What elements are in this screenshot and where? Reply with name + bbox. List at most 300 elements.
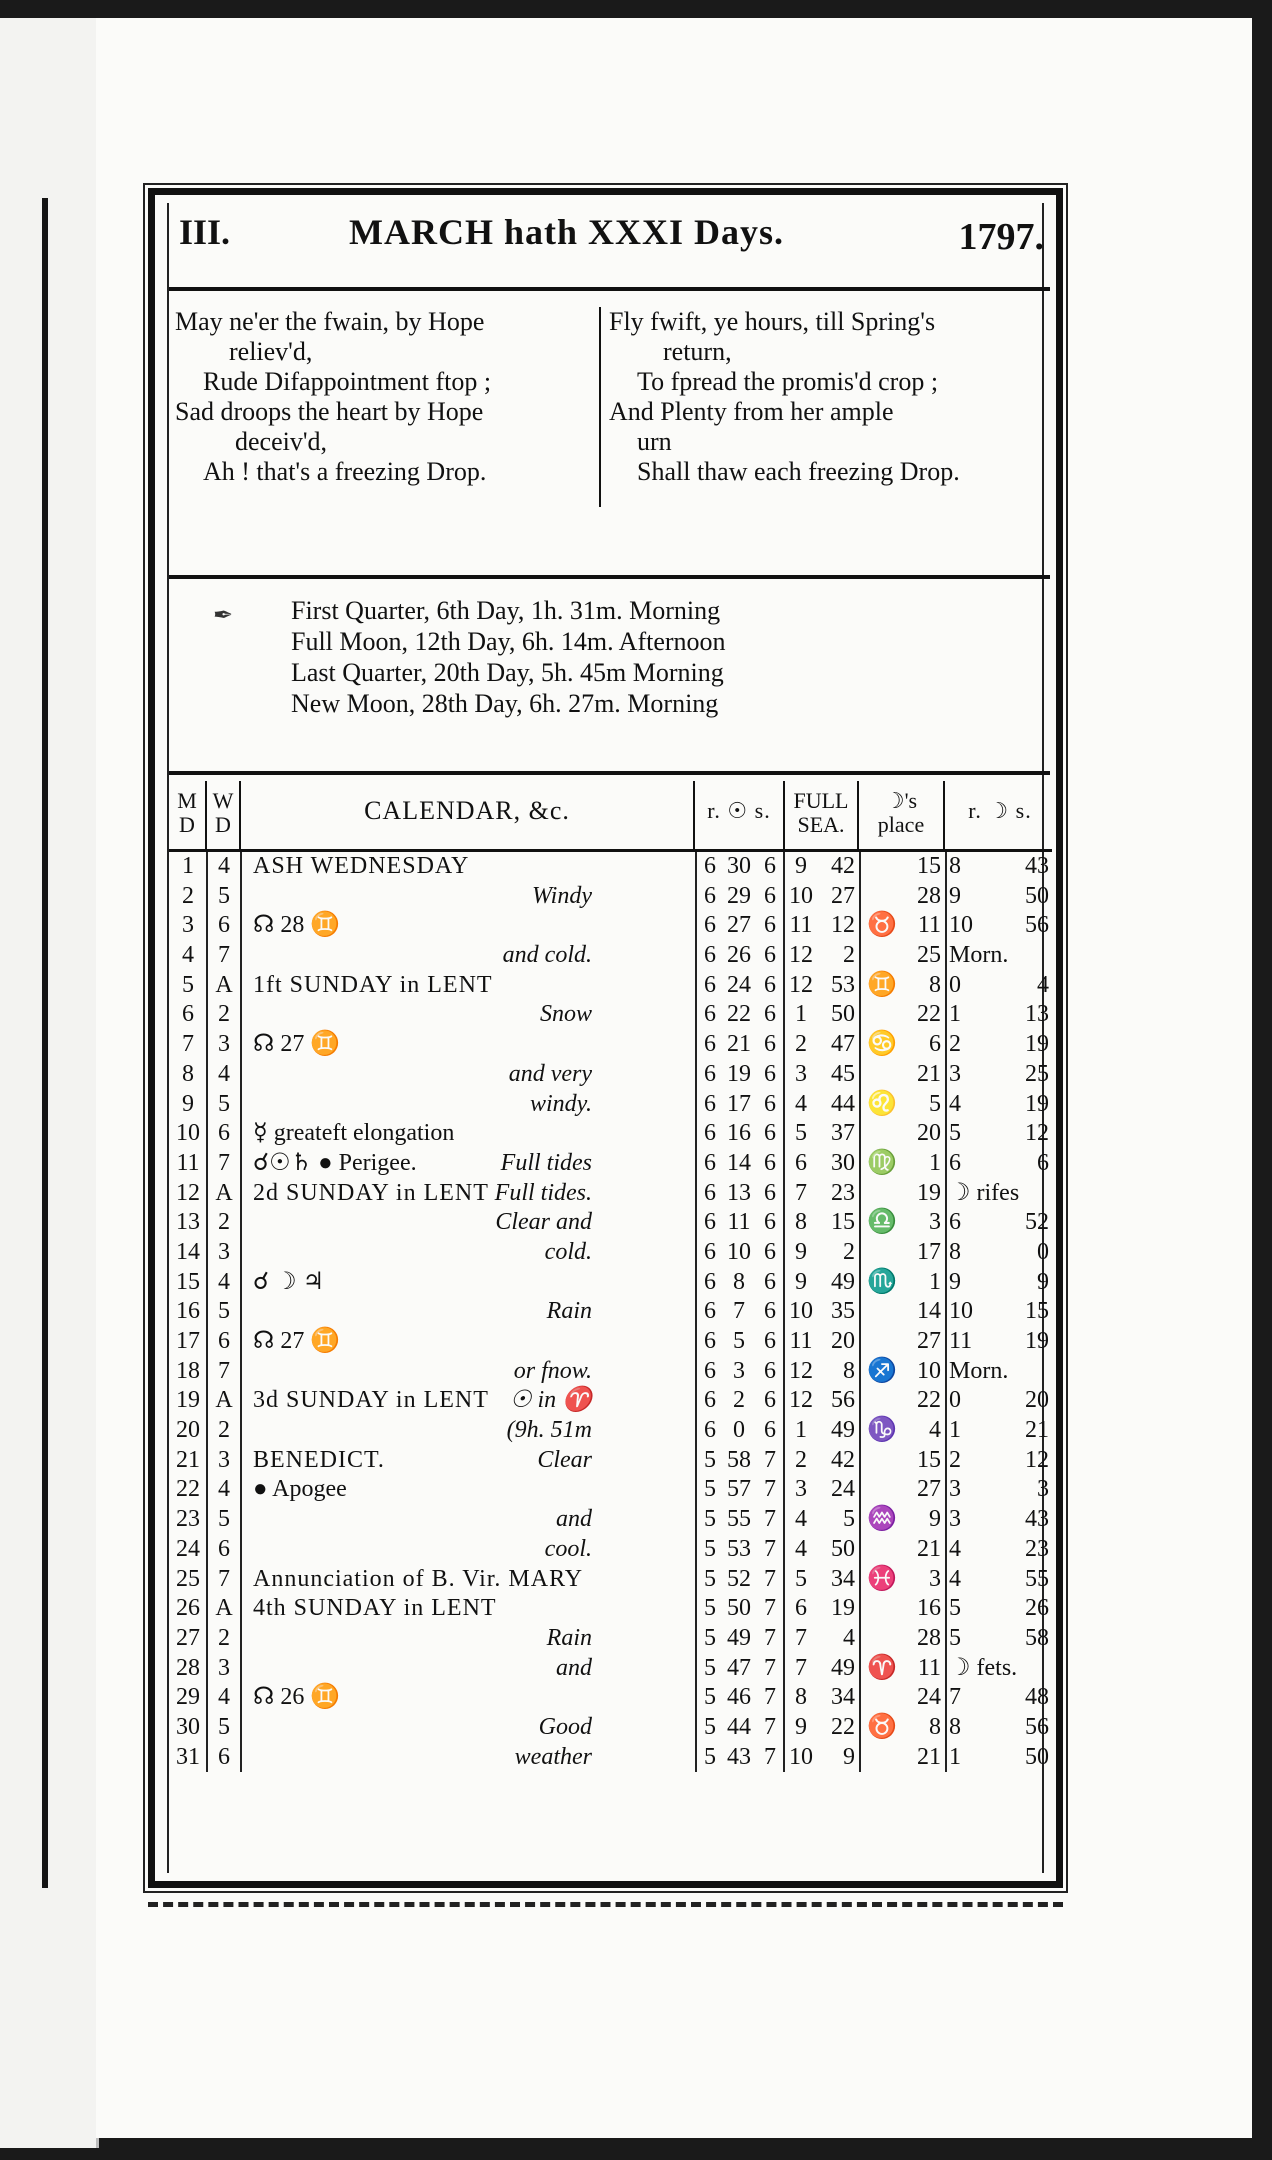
month-day: 23 bbox=[176, 1506, 200, 1533]
full-sea-hour: 4 bbox=[795, 1535, 807, 1562]
moon-rise-hour: 3 bbox=[949, 1060, 961, 1087]
header-sun: r. ☉ s. bbox=[695, 781, 785, 849]
sun-minutes: 14 bbox=[727, 1149, 751, 1176]
weather-note: Full tides bbox=[500, 1149, 592, 1176]
sun-minutes: 27 bbox=[727, 912, 751, 939]
week-day: 6 bbox=[218, 1535, 230, 1562]
sun-set-hour: 6 bbox=[764, 853, 776, 879]
calendar-event: ☊ 26 ♊ bbox=[253, 1684, 341, 1711]
moon-phase: New Moon, 28th Day, 6h. 27m. Morning bbox=[291, 689, 719, 718]
month-day: 16 bbox=[176, 1298, 200, 1325]
poem-line: deceiv'd, bbox=[235, 427, 328, 456]
full-sea-hour: 9 bbox=[795, 853, 807, 879]
weather-note: Rain bbox=[546, 1624, 592, 1651]
full-sea-minutes: 49 bbox=[831, 1654, 855, 1681]
moon-sign: ♐ bbox=[867, 1357, 897, 1384]
weather-note: and cold. bbox=[502, 942, 592, 969]
calendar-row bbox=[169, 1179, 1052, 1209]
moon-rise-hour: 7 bbox=[949, 1684, 961, 1711]
calendar-row bbox=[169, 1683, 1052, 1713]
calendar-row bbox=[169, 1238, 1052, 1268]
week-day: 6 bbox=[218, 1120, 230, 1147]
week-day: 6 bbox=[218, 912, 230, 939]
moon-rise-minutes: 19 bbox=[1025, 1031, 1049, 1058]
header-calendar: CALENDAR, &c. bbox=[241, 781, 695, 849]
week-day: 4 bbox=[218, 1268, 230, 1295]
moon-sign: ♍ bbox=[867, 1149, 897, 1176]
moon-rise-hour: 10 bbox=[949, 1298, 973, 1325]
year: 1797. bbox=[958, 216, 1044, 258]
weather-note: Good bbox=[538, 1713, 592, 1740]
moon-rise-hour: 4 bbox=[949, 1535, 961, 1562]
full-sea-hour: 10 bbox=[789, 882, 813, 909]
moon-degree: 1 bbox=[929, 1268, 941, 1295]
calendar-event: ☊ 28 ♊ bbox=[253, 912, 341, 939]
moon-rise-minutes: 3 bbox=[1037, 1476, 1049, 1503]
moon-rise-hour: 2 bbox=[949, 1031, 961, 1058]
sun-set-hour: 7 bbox=[764, 1684, 776, 1711]
week-day: 5 bbox=[218, 1713, 230, 1740]
month-title: MARCH hath XXXI Days. bbox=[349, 212, 785, 252]
sun-minutes: 11 bbox=[727, 1209, 751, 1236]
poem-right-column bbox=[609, 307, 1049, 487]
sun-rise-hour: 6 bbox=[704, 1090, 716, 1117]
calendar-row bbox=[169, 1297, 1052, 1327]
weather-note: Rain bbox=[546, 1298, 592, 1325]
calendar-event: Annunciation of B. Vir. MARY bbox=[253, 1565, 584, 1592]
full-sea-hour: 11 bbox=[789, 912, 813, 939]
month-day: 27 bbox=[176, 1624, 200, 1651]
full-sea-minutes: 34 bbox=[831, 1684, 855, 1711]
moon-note: ☽ rifes bbox=[949, 1179, 1020, 1206]
month-day: 14 bbox=[176, 1238, 200, 1265]
moon-rise-hour: 6 bbox=[949, 1209, 961, 1236]
sun-set-hour: 6 bbox=[764, 1209, 776, 1236]
calendar-row bbox=[169, 1090, 1052, 1120]
sun-rise-hour: 6 bbox=[704, 1268, 716, 1295]
moon-rise-hour: 8 bbox=[949, 1238, 961, 1265]
month-day: 12 bbox=[176, 1179, 200, 1206]
weather-note: and bbox=[556, 1654, 592, 1681]
full-sea-hour: 9 bbox=[795, 1268, 807, 1295]
calendar-event: ☊ 27 ♊ bbox=[253, 1031, 341, 1058]
sun-minutes: 21 bbox=[727, 1031, 751, 1058]
sun-set-hour: 6 bbox=[764, 1268, 776, 1295]
sun-minutes: 0 bbox=[733, 1417, 745, 1444]
moon-rise-hour: 0 bbox=[949, 1387, 961, 1414]
moon-degree: 6 bbox=[929, 1031, 941, 1058]
moon-rise-hour: 5 bbox=[949, 1595, 961, 1622]
weather-note: and bbox=[556, 1506, 592, 1533]
sun-rise-hour: 6 bbox=[704, 1238, 716, 1265]
week-day: 4 bbox=[218, 1476, 230, 1503]
full-sea-minutes: 23 bbox=[831, 1179, 855, 1206]
full-sea-hour: 6 bbox=[795, 1595, 807, 1622]
full-sea-hour: 12 bbox=[789, 1387, 813, 1414]
sun-rise-hour: 5 bbox=[704, 1446, 716, 1473]
sun-rise-hour: 6 bbox=[704, 1120, 716, 1147]
sun-minutes: 26 bbox=[727, 942, 751, 969]
sun-rise-hour: 5 bbox=[704, 1506, 716, 1533]
moon-sign: ♊ bbox=[867, 971, 897, 998]
moon-note: Morn. bbox=[949, 942, 1009, 969]
sun-rise-hour: 6 bbox=[704, 1149, 716, 1176]
month-day: 17 bbox=[176, 1328, 200, 1354]
moon-sign: ♑ bbox=[867, 1417, 897, 1444]
moon-note: Morn. bbox=[949, 1357, 1009, 1384]
sun-rise-hour: 5 bbox=[704, 1565, 716, 1592]
full-sea-minutes: 53 bbox=[831, 971, 855, 998]
moon-degree: 20 bbox=[917, 1120, 941, 1147]
sun-minutes: 5 bbox=[733, 1328, 745, 1354]
full-sea-minutes: 4 bbox=[843, 1624, 855, 1651]
month-day: 20 bbox=[176, 1417, 200, 1444]
header-full-sea: FULL SEA. bbox=[785, 781, 859, 849]
full-sea-minutes: 5 bbox=[843, 1506, 855, 1533]
moon-rise-minutes: 21 bbox=[1025, 1417, 1049, 1444]
full-sea-minutes: 8 bbox=[843, 1357, 855, 1384]
moon-degree: 5 bbox=[929, 1090, 941, 1117]
month-day: 31 bbox=[176, 1743, 200, 1770]
moon-rise-minutes: 50 bbox=[1025, 882, 1049, 909]
full-sea-minutes: 42 bbox=[831, 853, 855, 879]
sun-set-hour: 6 bbox=[764, 971, 776, 998]
calendar-row bbox=[169, 1594, 1052, 1624]
moon-rise-minutes: 4 bbox=[1037, 971, 1049, 998]
header-moon: r. ☽ s. bbox=[968, 798, 1032, 823]
sun-rise-hour: 6 bbox=[704, 882, 716, 909]
sun-set-hour: 7 bbox=[764, 1713, 776, 1740]
sun-rise-hour: 6 bbox=[704, 1060, 716, 1087]
month-day: 18 bbox=[176, 1357, 200, 1384]
full-sea-minutes: 22 bbox=[831, 1713, 855, 1740]
full-sea-minutes: 20 bbox=[831, 1328, 855, 1354]
month-day: 13 bbox=[176, 1209, 200, 1236]
moon-degree: 10 bbox=[917, 1357, 941, 1384]
week-day: A bbox=[215, 971, 233, 998]
sun-rise-hour: 6 bbox=[704, 1179, 716, 1206]
sun-set-hour: 6 bbox=[764, 1031, 776, 1058]
poem-line: return, bbox=[663, 337, 732, 366]
moon-rise-hour: 3 bbox=[949, 1476, 961, 1503]
sun-rise-hour: 6 bbox=[704, 1387, 716, 1414]
calendar-event: BENEDICT. bbox=[253, 1446, 385, 1473]
moon-rise-hour: 10 bbox=[949, 912, 973, 939]
moon-rise-minutes: 6 bbox=[1037, 1149, 1049, 1176]
sun-minutes: 49 bbox=[727, 1624, 751, 1651]
sun-rise-hour: 5 bbox=[704, 1624, 716, 1651]
moon-rise-minutes: 12 bbox=[1025, 1120, 1049, 1147]
moon-rise-hour: 1 bbox=[949, 1001, 961, 1028]
calendar-row bbox=[169, 1446, 1052, 1476]
month-day: 8 bbox=[182, 1060, 194, 1087]
moon-rise-minutes: 56 bbox=[1025, 1713, 1049, 1740]
poem-line: Rude Difappointment ftop ; bbox=[203, 367, 492, 396]
sun-rise-hour: 5 bbox=[704, 1743, 716, 1770]
calendar-event: ASH WEDNESDAY bbox=[253, 853, 470, 879]
sun-minutes: 3 bbox=[733, 1357, 745, 1384]
full-sea-minutes: 50 bbox=[831, 1001, 855, 1028]
sun-set-hour: 6 bbox=[764, 1387, 776, 1414]
full-sea-minutes: 34 bbox=[831, 1565, 855, 1592]
moon-degree: 16 bbox=[917, 1595, 941, 1622]
calendar-event: ☌☉♄ ● Perigee. bbox=[253, 1149, 417, 1176]
calendar-row bbox=[169, 1000, 1052, 1030]
moon-rise-minutes: 15 bbox=[1025, 1298, 1049, 1325]
moon-rise-minutes: 52 bbox=[1025, 1209, 1049, 1236]
moons-rule bbox=[169, 771, 1050, 775]
moon-sign: ♓ bbox=[867, 1565, 897, 1592]
full-sea-minutes: 27 bbox=[831, 882, 855, 909]
week-day: 3 bbox=[218, 1031, 230, 1058]
sun-set-hour: 7 bbox=[764, 1535, 776, 1562]
weather-note: ☉ in ♈ bbox=[509, 1387, 592, 1414]
poem-line: May ne'er the fwain, by Hope bbox=[175, 307, 485, 336]
full-sea-minutes: 56 bbox=[831, 1387, 855, 1414]
moon-degree: 21 bbox=[917, 1743, 941, 1770]
moon-sign: ♒ bbox=[867, 1506, 897, 1533]
month-day: 22 bbox=[176, 1476, 200, 1503]
full-sea-minutes: 37 bbox=[831, 1120, 855, 1147]
moon-rise-hour: 1 bbox=[949, 1743, 961, 1770]
previous-page-rule bbox=[10, 198, 48, 1888]
sun-minutes: 7 bbox=[733, 1298, 745, 1325]
header-rule bbox=[169, 287, 1050, 291]
full-sea-hour: 12 bbox=[789, 942, 813, 969]
weather-note: or fnow. bbox=[513, 1357, 592, 1384]
header-week-day: W D bbox=[207, 781, 241, 849]
weather-note: (9h. 51m bbox=[506, 1417, 592, 1444]
full-sea-hour: 5 bbox=[795, 1120, 807, 1147]
calendar-row bbox=[169, 1327, 1052, 1357]
sun-set-hour: 6 bbox=[764, 1357, 776, 1384]
calendar-row bbox=[169, 1030, 1052, 1060]
full-sea-hour: 6 bbox=[795, 1149, 807, 1176]
poem-line: And Plenty from her ample bbox=[609, 397, 894, 426]
week-day: 4 bbox=[218, 1060, 230, 1087]
week-day: A bbox=[215, 1595, 233, 1622]
moon-degree: 21 bbox=[917, 1535, 941, 1562]
week-day: 3 bbox=[218, 1446, 230, 1473]
moon-rise-hour: 0 bbox=[949, 971, 961, 998]
previous-page-edge bbox=[0, 18, 99, 2148]
calendar-event: 4th SUNDAY in LENT bbox=[253, 1595, 497, 1622]
sun-minutes: 55 bbox=[727, 1506, 751, 1533]
moon-rise-minutes: 48 bbox=[1025, 1684, 1049, 1711]
week-day: 5 bbox=[218, 1090, 230, 1117]
month-header bbox=[169, 201, 1056, 261]
sun-rise-hour: 5 bbox=[704, 1713, 716, 1740]
moon-rise-hour: 9 bbox=[949, 882, 961, 909]
moon-degree: 8 bbox=[929, 971, 941, 998]
sun-rise-hour: 6 bbox=[704, 1031, 716, 1058]
calendar-event: ☌ ☽ ♃ bbox=[253, 1268, 325, 1295]
sun-set-hour: 7 bbox=[764, 1476, 776, 1503]
calendar-row bbox=[169, 971, 1052, 1001]
month-day: 28 bbox=[176, 1654, 200, 1681]
sun-minutes: 58 bbox=[727, 1446, 751, 1473]
month-day: 5 bbox=[182, 971, 194, 998]
bottom-ornament-rule bbox=[148, 1902, 1063, 1917]
full-sea-minutes: 30 bbox=[831, 1149, 855, 1176]
full-sea-hour: 4 bbox=[795, 1090, 807, 1117]
full-sea-hour: 7 bbox=[795, 1624, 807, 1651]
full-sea-hour: 7 bbox=[795, 1654, 807, 1681]
moon-rise-hour: 3 bbox=[949, 1506, 961, 1533]
sun-minutes: 43 bbox=[727, 1743, 751, 1770]
month-day: 9 bbox=[182, 1090, 194, 1117]
full-sea-hour: 3 bbox=[795, 1060, 807, 1087]
sun-set-hour: 6 bbox=[764, 1060, 776, 1087]
sun-rise-hour: 6 bbox=[704, 971, 716, 998]
full-sea-minutes: 9 bbox=[843, 1743, 855, 1770]
sun-minutes: 24 bbox=[727, 971, 751, 998]
week-day: A bbox=[215, 1387, 233, 1414]
moon-degree: 28 bbox=[917, 882, 941, 909]
sun-rise-hour: 6 bbox=[704, 942, 716, 969]
weather-note: Full tides. bbox=[494, 1179, 592, 1206]
calendar-event: 1ft SUNDAY in LENT bbox=[253, 971, 493, 998]
sun-set-hour: 6 bbox=[764, 1120, 776, 1147]
sun-rise-hour: 6 bbox=[704, 1328, 716, 1354]
moon-rise-minutes: 55 bbox=[1025, 1565, 1049, 1592]
full-sea-hour: 2 bbox=[795, 1446, 807, 1473]
full-sea-hour: 1 bbox=[795, 1417, 807, 1444]
sun-set-hour: 6 bbox=[764, 1001, 776, 1028]
sun-set-hour: 6 bbox=[764, 1090, 776, 1117]
week-day: 7 bbox=[218, 1149, 230, 1176]
weather-note: Clear and bbox=[495, 1209, 592, 1236]
moon-degree: 17 bbox=[917, 1238, 941, 1265]
month-day: 10 bbox=[176, 1120, 200, 1147]
sun-set-hour: 7 bbox=[764, 1446, 776, 1473]
calendar-header bbox=[169, 781, 1052, 852]
month-day: 1 bbox=[182, 853, 194, 879]
moon-degree: 21 bbox=[917, 1060, 941, 1087]
moon-degree: 22 bbox=[917, 1387, 941, 1414]
poem-divider bbox=[599, 307, 601, 507]
full-sea-minutes: 49 bbox=[831, 1417, 855, 1444]
month-day: 3 bbox=[182, 912, 194, 939]
moon-rise-minutes: 9 bbox=[1037, 1268, 1049, 1295]
moon-degree: 19 bbox=[917, 1179, 941, 1206]
calendar-event: 3d SUNDAY in LENT bbox=[253, 1387, 489, 1414]
sun-set-hour: 6 bbox=[764, 912, 776, 939]
moon-phase: First Quarter, 6th Day, 1h. 31m. Morning bbox=[291, 596, 721, 625]
moon-rise-hour: 1 bbox=[949, 1417, 961, 1444]
calendar-row bbox=[169, 941, 1052, 971]
moon-rise-minutes: 26 bbox=[1025, 1595, 1049, 1622]
full-sea-minutes: 45 bbox=[831, 1060, 855, 1087]
week-day: 5 bbox=[218, 882, 230, 909]
month-day: 11 bbox=[176, 1149, 200, 1176]
calendar-frame bbox=[148, 188, 1063, 1888]
moon-rise-hour: 5 bbox=[949, 1624, 961, 1651]
moon-degree: 9 bbox=[929, 1506, 941, 1533]
almanac-page bbox=[96, 18, 1252, 2138]
calendar-row bbox=[169, 1357, 1052, 1387]
week-day: 4 bbox=[218, 853, 230, 879]
moon-rise-minutes: 20 bbox=[1025, 1387, 1049, 1414]
header-month-day: M D bbox=[169, 781, 207, 849]
moon-degree: 4 bbox=[929, 1417, 941, 1444]
moon-degree: 3 bbox=[929, 1565, 941, 1592]
week-day: 7 bbox=[218, 1565, 230, 1592]
weather-note: cool. bbox=[544, 1535, 592, 1562]
sun-minutes: 46 bbox=[727, 1684, 751, 1711]
sun-rise-hour: 5 bbox=[704, 1476, 716, 1503]
week-day: 3 bbox=[218, 1654, 230, 1681]
sun-rise-hour: 5 bbox=[704, 1535, 716, 1562]
week-day: 5 bbox=[218, 1506, 230, 1533]
moon-phase-list bbox=[291, 595, 726, 719]
moon-sign: ♋ bbox=[867, 1031, 897, 1058]
sun-minutes: 10 bbox=[727, 1238, 751, 1265]
sun-minutes: 30 bbox=[727, 853, 751, 879]
calendar-row bbox=[169, 1475, 1052, 1505]
full-sea-minutes: 49 bbox=[831, 1268, 855, 1295]
moon-rise-hour: 4 bbox=[949, 1565, 961, 1592]
month-day: 25 bbox=[176, 1565, 200, 1592]
full-sea-minutes: 24 bbox=[831, 1476, 855, 1503]
moon-rise-minutes: 43 bbox=[1025, 853, 1049, 879]
weather-note: Snow bbox=[539, 1001, 592, 1028]
sun-minutes: 44 bbox=[727, 1713, 751, 1740]
calendar-event: 2d SUNDAY in LENT bbox=[253, 1179, 489, 1206]
calendar-row bbox=[169, 882, 1052, 912]
month-day: 6 bbox=[182, 1001, 194, 1028]
moon-rise-minutes: 19 bbox=[1025, 1328, 1049, 1354]
full-sea-minutes: 12 bbox=[831, 912, 855, 939]
sun-set-hour: 6 bbox=[764, 1238, 776, 1265]
calendar-event: ● Apogee bbox=[253, 1476, 347, 1503]
full-sea-hour: 8 bbox=[795, 1684, 807, 1711]
poem bbox=[169, 307, 1052, 537]
sun-set-hour: 7 bbox=[764, 1595, 776, 1622]
month-day: 30 bbox=[176, 1713, 200, 1740]
sun-minutes: 16 bbox=[727, 1120, 751, 1147]
moon-rise-minutes: 12 bbox=[1025, 1446, 1049, 1473]
full-sea-minutes: 47 bbox=[831, 1031, 855, 1058]
calendar-row bbox=[169, 1565, 1052, 1595]
moon-degree: 3 bbox=[929, 1209, 941, 1236]
moon-degree: 27 bbox=[917, 1476, 941, 1503]
full-sea-hour: 9 bbox=[795, 1713, 807, 1740]
sun-minutes: 22 bbox=[727, 1001, 751, 1028]
sun-rise-hour: 6 bbox=[704, 1209, 716, 1236]
month-day: 4 bbox=[182, 942, 194, 969]
moon-sign: ♈ bbox=[867, 1654, 897, 1681]
month-day: 15 bbox=[176, 1268, 200, 1295]
calendar-row bbox=[169, 1268, 1052, 1298]
sun-rise-hour: 6 bbox=[704, 1417, 716, 1444]
full-sea-hour: 12 bbox=[789, 1357, 813, 1384]
poem-line: Ah ! that's a freezing Drop. bbox=[203, 457, 487, 486]
moon-rise-minutes: 43 bbox=[1025, 1506, 1049, 1533]
calendar-row bbox=[169, 1060, 1052, 1090]
full-sea-hour: 7 bbox=[795, 1179, 807, 1206]
calendar-row bbox=[169, 1505, 1052, 1535]
sun-minutes: 53 bbox=[727, 1535, 751, 1562]
month-day: 2 bbox=[182, 882, 194, 909]
week-day: 2 bbox=[218, 1417, 230, 1444]
moon-degree: 22 bbox=[917, 1001, 941, 1028]
sun-set-hour: 6 bbox=[764, 882, 776, 909]
moon-phases bbox=[169, 595, 1052, 735]
moon-degree: 28 bbox=[917, 1624, 941, 1651]
poem-line: urn bbox=[637, 427, 672, 456]
moon-degree: 14 bbox=[917, 1298, 941, 1325]
